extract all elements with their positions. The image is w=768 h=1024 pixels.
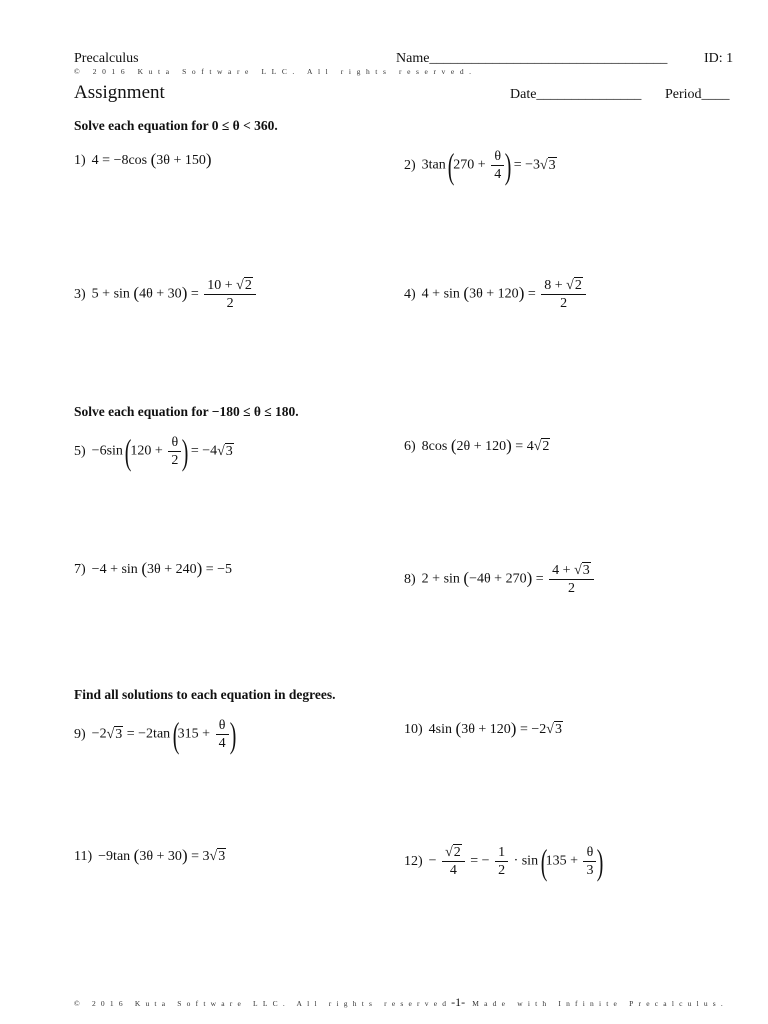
expr-part: 3θ + 30 xyxy=(139,849,182,864)
footer xyxy=(74,995,728,1010)
fraction: $\frac{√2}{4}$ xyxy=(442,844,465,879)
expr-part: 3θ + 120 xyxy=(469,286,519,302)
expr-part: = −3 xyxy=(513,157,540,173)
period-field: Period____ xyxy=(665,87,730,102)
problem-4: 4) 4 + sin (3θ + 120) = $\frac{8 + √2}{2}$ xyxy=(404,277,588,312)
section-instruction: Find all solutions to each equation in degrees. xyxy=(74,687,336,702)
expr-part: 3tan xyxy=(421,157,446,173)
expr-part: 3θ + 240 xyxy=(146,562,197,577)
sqrt: √3 xyxy=(106,726,123,742)
expr-part: −6sin xyxy=(91,443,123,459)
expr-part: = xyxy=(527,286,536,302)
expr-part: 135 + xyxy=(545,853,578,869)
page-number: -1- xyxy=(451,995,466,1009)
sqrt: √3 xyxy=(217,443,233,459)
problem-number: 6) xyxy=(404,439,416,454)
problem-number: 10) xyxy=(404,722,423,737)
fraction: $\frac{10 + √2}{2}$ xyxy=(204,277,256,312)
expr-part: 4θ + 30 xyxy=(139,286,182,302)
expr-part: −9tan xyxy=(98,849,131,864)
expr-part: 2 + sin xyxy=(421,571,460,587)
fraction: $\frac{\theta}{2}$ xyxy=(168,434,181,469)
problem-12: 12) − $\frac{√2}{4}$ = − $\frac{1}{2}$ · sin (135 + $\frac{\theta}{3}$ ) xyxy=(404,841,604,882)
problem-5: 5) −6sin (120 + $\frac{\theta}{2}$ ) = −4√3 xyxy=(74,431,233,472)
problem-10: 10) 4sin (3θ + 120) = −2√3 xyxy=(404,719,562,738)
fraction: $\frac{8 + √2}{2}$ xyxy=(541,277,586,312)
expr-part: = xyxy=(535,571,544,587)
copyright-line: © 2016 Kuta Software LLC. All rights reserved. xyxy=(74,67,477,76)
problem-number: 1) xyxy=(74,153,86,168)
expr-part: = 4 xyxy=(515,439,534,454)
expr-part: = −5 xyxy=(205,562,233,577)
problem-7: 7) −4 + sin (3θ + 240) = −5 xyxy=(74,559,233,578)
id-label: ID: 1 xyxy=(704,51,734,66)
expr-part: 120 + xyxy=(130,443,163,459)
problem-number: 9) xyxy=(74,726,86,742)
problem-number: 8) xyxy=(404,571,416,587)
expr-part: 4 = −8cos xyxy=(91,153,148,168)
expr-part: = 3 xyxy=(191,849,210,864)
expr-part: 2θ + 120 xyxy=(456,439,507,454)
sqrt: √3 xyxy=(546,722,562,737)
course-label: Precalculus xyxy=(74,51,139,66)
expr-part: 8cos xyxy=(421,439,448,454)
problem-number: 4) xyxy=(404,286,416,302)
problem-11: 11) −9tan (3θ + 30) = 3√3 xyxy=(74,846,226,865)
sqrt: √2 xyxy=(533,439,550,454)
expr-part: 5 + sin xyxy=(91,286,130,302)
problem-8: 8) 2 + sin (−4θ + 270) = $\frac{4 + √3}{2}$ xyxy=(404,562,596,597)
expr-part: · sin xyxy=(513,853,539,869)
problem-6: 6) 8cos (2θ + 120) = 4√2 xyxy=(404,436,550,455)
expr-part: −4 + sin xyxy=(91,562,138,577)
fraction: $\frac{\theta}{4}$ xyxy=(491,148,504,183)
name-field: Name__________________________________ xyxy=(396,51,668,66)
expr-part: = −2tan xyxy=(126,726,171,742)
expr-part: − xyxy=(428,853,437,869)
fraction: $\frac{\theta}{4}$ xyxy=(216,717,229,752)
problem-1: 1) 4 = −8cos (3θ + 150) xyxy=(74,150,212,169)
expr-part: = −2 xyxy=(519,722,547,737)
problem-number: 7) xyxy=(74,562,86,577)
problem-9: 9) −2√3 = −2tan (315 + $\frac{\theta}{4}$ ) xyxy=(74,714,236,755)
problem-3: 3) 5 + sin (4θ + 30) = $\frac{10 + √2}{2}$ xyxy=(74,277,258,312)
expr-part: 4sin xyxy=(428,722,453,737)
fraction: $\frac{\theta}{3}$ xyxy=(583,844,596,879)
section-instruction: Solve each equation for −180 ≤ θ ≤ 180. xyxy=(74,404,299,419)
problem-number: 2) xyxy=(404,157,416,173)
problem-number: 11) xyxy=(74,849,93,864)
footer-made-with: Made with Infinite Precalculus. xyxy=(472,999,729,1008)
problem-number: 5) xyxy=(74,443,86,459)
expr-part: 315 + xyxy=(177,726,211,742)
problem-number: 3) xyxy=(74,286,86,302)
fraction: $\frac{1}{2}$ xyxy=(495,844,508,879)
expr-part: = −4 xyxy=(190,443,218,459)
expr-part: 3θ + 150 xyxy=(156,153,206,168)
page-title: Assignment xyxy=(74,82,165,103)
section-instruction: Solve each equation for 0 ≤ θ < 360. xyxy=(74,118,278,133)
sqrt: √3 xyxy=(539,157,556,173)
expr-part: −4θ + 270 xyxy=(469,571,527,587)
footer-copyright: © 2016 Kuta Software LLC. All rights reserved xyxy=(74,999,452,1008)
expr-part: 3θ + 120 xyxy=(461,722,511,737)
problem-number: 12) xyxy=(404,853,423,869)
expr-part: 4 + sin xyxy=(421,286,460,302)
date-field: Date_______________ xyxy=(510,87,642,102)
expr-part: = − xyxy=(470,853,490,869)
problem-2: 2) 3tan (270 + $\frac{\theta}{4}$ ) = −3√3 xyxy=(404,145,556,186)
expr-part: = xyxy=(190,286,199,302)
expr-part: −2 xyxy=(91,726,107,742)
sqrt: √3 xyxy=(209,849,226,864)
fraction: $\frac{4 + √3}{2}$ xyxy=(549,562,594,597)
expr-part: 270 + xyxy=(453,157,486,173)
